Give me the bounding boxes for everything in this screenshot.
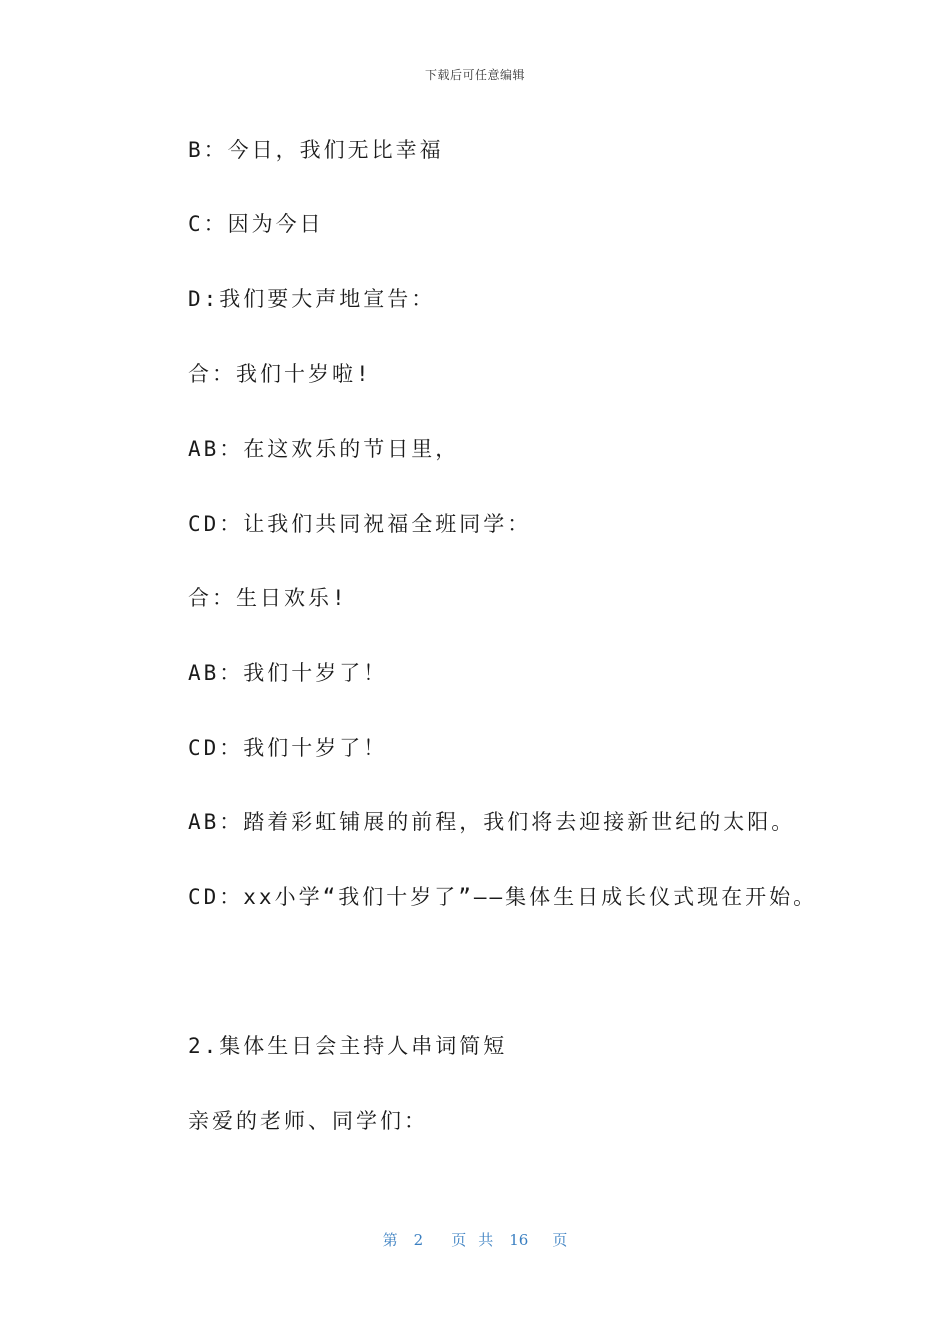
footer-page-number: 2 [413,1231,424,1249]
footer-total-prefix: 共 [478,1231,494,1249]
script-line: CD：我们十岁了！ [188,736,388,760]
script-line: B：今日，我们无比幸福 [188,138,444,162]
script-line: AB：我们十岁了！ [188,661,388,685]
salutation-line: 亲爱的老师、同学们： [188,1109,428,1133]
script-line: AB：在这欢乐的节日里， [188,437,460,461]
footer-total-pages: 16 [509,1231,529,1249]
footer-page-suffix: 页 [552,1231,568,1249]
script-line: CD：让我们共同祝福全班同学： [188,512,532,536]
footer-page-prefix: 第 [382,1231,398,1249]
script-line: AB：踏着彩虹铺展的前程，我们将去迎接新世纪的太阳。 [188,810,796,834]
section-heading: 2.集体生日会主持人串词简短 [188,1034,508,1058]
script-line: D:我们要大声地宣告： [188,287,436,311]
page-header-note: 下载后可任意编辑 [424,68,525,82]
script-line: C：因为今日 [188,212,324,236]
script-line: 合：生日欢乐! [188,586,348,610]
script-line: 合：我们十岁啦! [188,362,372,386]
script-line: CD：xx小学“我们十岁了”——集体生日成长仪式现在开始。 [188,885,818,909]
footer-page-mid: 页 [451,1231,467,1249]
page-footer [0,1229,950,1250]
